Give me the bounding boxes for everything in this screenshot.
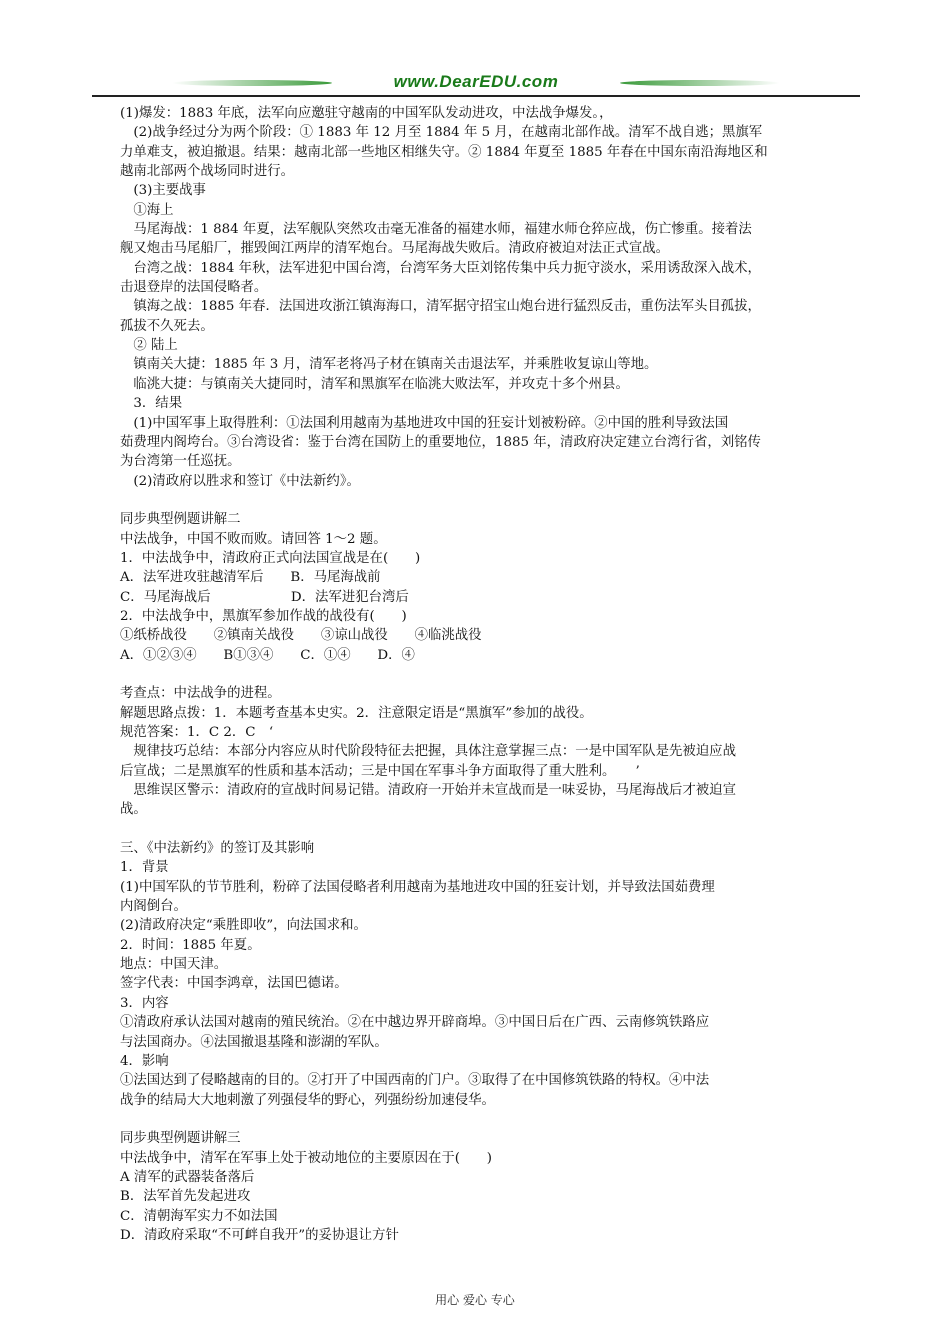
text-line: ①法国达到了侵略越南的目的。②打开了中国西南的门户。③取得了在中国修筑铁路的特权。④中法 (120, 1073, 710, 1089)
text-line: 内阁倒台。 (120, 899, 187, 915)
text-line: (1)中国军队的节节胜利，粉碎了法国侵略者利用越南为基地进攻中国的狂妄计划，并导致法国茹费理 (120, 879, 715, 895)
text-line: B．法军首先发起进攻 (120, 1189, 251, 1205)
text-line: ①纸桥战役 ②镇南关战役 ③谅山战役 ④临洮战役 (120, 628, 482, 644)
text-line: 1．背景 (120, 860, 169, 876)
text-line: (2)战争经过分为两个阶段：① 1883 年 12 月至 1884 年 5 月，在越南北部作战。清军不战自逃；黑旗军 (120, 125, 763, 141)
text-line: 力单难支，被迫撤退。结果：越南北部一些地区相继失守。② 1884 年夏至 1885 年春在中国东南沿海地区和 (120, 144, 768, 160)
text-line: 解题思路点拨：1．本题考查基本史实。2．注意限定语是“黑旗军”参加的战役。 (120, 705, 593, 721)
site-logo: www.DearEDU.com (393, 72, 559, 91)
text-line: C．马尾海战后 D．法军进犯台湾后 (120, 589, 409, 605)
text-line: ② 陆上 (120, 338, 178, 354)
text-line: 规律技巧总结：本部分内容应从时代阶段特征去把握，具体注意掌握三点：一是中国军队是先被迫应战 (120, 744, 736, 760)
text-line: 规范答案：1．C 2．C ‘ (120, 725, 274, 740)
text-line: 4．影响 (120, 1053, 169, 1069)
document-body (120, 104, 860, 1245)
text-line: A．①②③④ B①③④ C．①④ D．④ (120, 647, 415, 663)
text-line: 地点：中国天津。 (120, 957, 228, 973)
text-line: (1)爆发：1883 年底，法军向应邀驻守越南的中国军队发动进攻，中法战争爆发。， (120, 106, 613, 121)
text-line: 中法战争，中国不败而败。请回答 1～2 题。 (120, 531, 387, 547)
text-line: 签字代表：中国李鸿章，法国巴德诺。 (120, 976, 348, 992)
header-rule (92, 95, 860, 97)
text-line: ①清政府承认法国对越南的殖民统治。②在中越边界开辟商埠。③中国日后在广西、云南修筑铁路应 (120, 1015, 710, 1031)
text-line: D．清政府采取“不可衅自我开”的妥协退让方针 (120, 1227, 399, 1243)
text-line: 舰又炮击马尾船厂，摧毁闽江两岸的清军炮台。马尾海战失败后。清政府被迫对法正式宣战。 (120, 241, 670, 257)
text-line: 台湾之战：1884 年秋，法军进犯中国台湾，台湾军务大臣刘铭传集中兵力扼守淡水，采用诱敌深入战术， (120, 260, 761, 276)
text-line: 击退登岸的法国侵略者。 (120, 280, 268, 296)
text-line: 镇海之战：1885 年春．法国进攻浙江镇海海口，清军据守招宝山炮台进行猛烈反击，重伤法军头目孤拔， (120, 299, 761, 315)
text-line: 考查点：中法战争的进程。 (120, 686, 281, 702)
text-line: (1)中国军事上取得胜利：①法国利用越南为基地进攻中国的狂妄计划被粉碎。②中国的胜利导致法国 (120, 415, 729, 431)
page-footer: 用心 爱心 专心 (435, 1293, 515, 1307)
text-line: 战争的结局大大地刺激了列强侵华的野心，列强纷纷加速侵华。 (120, 1092, 495, 1108)
text-line: C．清朝海军实力不如法国 (120, 1208, 278, 1224)
blank-line (120, 1110, 860, 1129)
text-line: A 清军的武器装备落后 (120, 1169, 255, 1185)
text-line: 3．结果 (120, 396, 183, 412)
text-line: 同步典型例题讲解二 (120, 512, 241, 528)
text-line: 为台湾第一任巡抚。 (120, 454, 241, 470)
text-line: (2)清政府以胜求和签订《中法新约》。 (120, 473, 360, 489)
text-line: 3．内容 (120, 995, 169, 1011)
text-line: 孤拔不久死去。 (120, 318, 214, 334)
text-line: 2．时间：1885 年夏。 (120, 937, 261, 953)
page-header (92, 72, 860, 98)
text-line: (3)主要战事 (120, 183, 206, 199)
text-line: 三、《中法新约》的签订及其影响 (120, 841, 315, 857)
text-line: (2)清政府决定“乘胜即收”，向法国求和。 (120, 918, 367, 934)
text-line: 2．中法战争中，黑旗军参加作战的战役有( ) (120, 608, 407, 624)
blank-line (120, 491, 860, 510)
text-line: 1．中法战争中，清政府正式向法国宣战是在( ) (120, 550, 421, 566)
text-line: 思维误区警示：清政府的宣战时间易记错。清政府一开始并未宣战而是一味妥协，马尾海战后才被迫宣 (120, 783, 736, 799)
text-line: 临洮大捷：与镇南关大捷同时，清军和黑旗军在临洮大败法军，并攻克十多个州县。 (120, 376, 629, 392)
text-line: 镇南关大捷：1885 年 3 月，清军老将冯子材在镇南关击退法军，并乘胜收复谅山等地。 (120, 357, 658, 373)
text-line: ①海上 (120, 202, 174, 218)
blank-line (120, 820, 860, 839)
text-line: 中法战争中，清军在军事上处于被动地位的主要原因在于( ) (120, 1150, 492, 1166)
text-line: 后宣战；二是黑旗军的性质和基本活动；三是中国在军事斗争方面取得了重大胜利。 ’ (120, 763, 640, 779)
text-line: 越南北部两个战场同时进行。 (120, 164, 295, 180)
text-line: 同步典型例题讲解三 (120, 1131, 241, 1147)
text-line: A．法军进攻驻越清军后 B．马尾海战前 (120, 570, 381, 586)
blank-line (120, 665, 860, 684)
text-line: 马尾海战：1 884 年夏，法军舰队突然攻击毫无准备的福建水师，福建水师仓猝应战，伤亡惨重。接着法 (120, 222, 752, 238)
text-line: 与法国商办。④法国撤退基隆和澎湖的军队。 (120, 1034, 388, 1050)
text-line: 战。 (120, 802, 147, 818)
text-line: 茹费理内阁垮台。③台湾设省：鉴于台湾在国防上的重要地位，1885 年，清政府决定建立台湾行省，刘铭传 (120, 434, 761, 450)
